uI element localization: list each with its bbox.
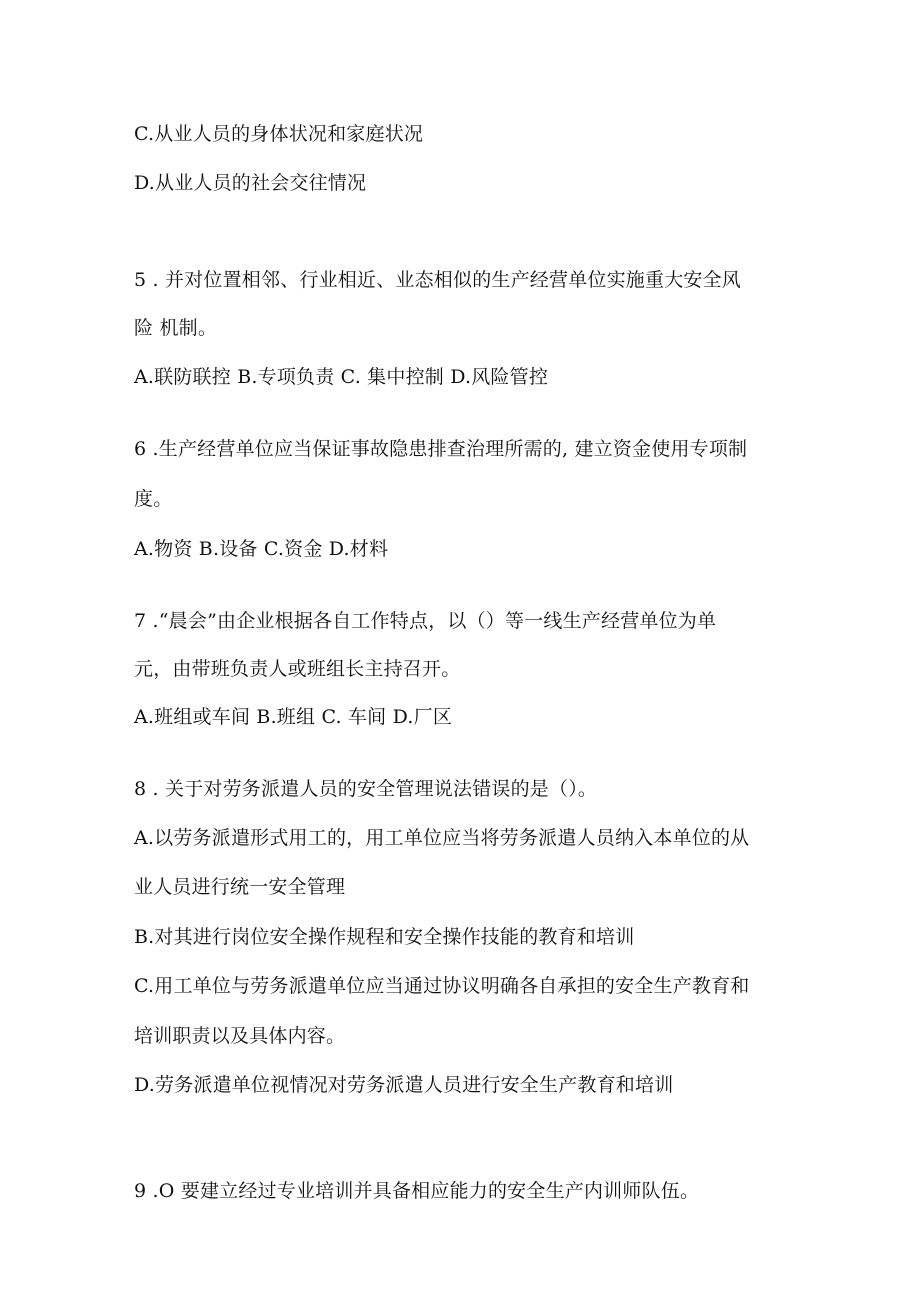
q8-option-a-line-1: A.以劳务派遣形式用工的，用工单位应当将劳务派遣人员纳入本单位的从 [134,827,750,849]
q5-options: A.联防联控 B.专项负责 C. 集中控制 D.风险管控 [134,366,549,388]
q7-options: A.班组或车间 B.班组 C. 车间 D.厂区 [134,706,453,728]
q8-stem: 8 . 关于对劳务派遣人员的安全管理说法错误的是（）。 [134,778,598,800]
q8-option-b: B.对其进行岗位安全操作规程和安全操作技能的教育和培训 [134,926,635,948]
q8-option-d: D.劳务派遣单位视情况对劳务派遣人员进行安全生产教育和培训 [134,1074,674,1096]
q6-stem-line-1: 6 .生产经营单位应当保证事故隐患排查治理所需的, 建立资金使用专项制 [134,438,748,460]
q6-options: A.物资 B.设备 C.资金 D.材料 [134,538,389,560]
q8-option-c-line-2: 培训职责以及具体内容。 [134,1025,346,1047]
q5-stem-line-2: 险 机制。 [134,317,218,339]
q4-option-c: C.从业人员的身体状况和家庭状况 [134,123,424,145]
q7-stem-line-2: 元，由带班负责人或班组长主持召开。 [134,658,461,680]
q5-stem-line-1: 5 . 并对位置相邻、行业相近、业态相似的生产经营单位实施重大安全风 [134,269,742,291]
q8-option-c-line-1: C.用工单位与劳务派遣单位应当通过协议明确各自承担的安全生产教育和 [134,975,750,997]
q9-stem: 9 .O 要建立经过专业培训并具备相应能力的安全生产内训师队伍。 [134,1180,700,1202]
q8-option-a-line-2: 业人员进行统一安全管理 [134,876,346,898]
q4-option-d: D.从业人员的社会交往情况 [134,172,367,194]
q7-stem-line-1: 7 .“晨会”由企业根据各自工作特点，以（）等一线生产经营单位为单 [134,610,717,632]
q6-stem-line-2: 度。 [134,488,173,510]
